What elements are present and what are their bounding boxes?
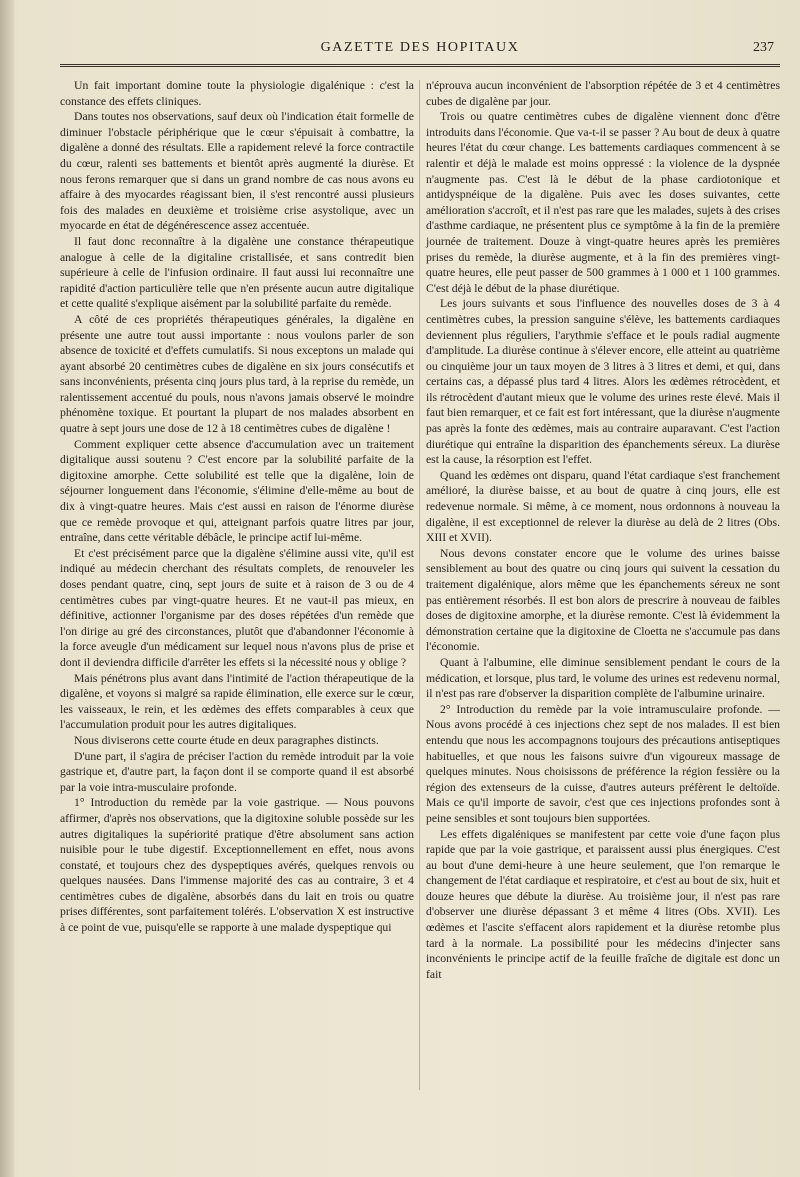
paragraph: Il faut donc reconnaître à la digalène une constance thérapeutique analogue à celle de la digitaline cristallisée, et sans contredit bien supérieure à celle de l'infusion ordinaire. Il faut aussi lui reconnaître une rapidité d'action particulière telle que n'en présente aucun autre digitalique et cette qualité s'explique aisément par la solubilité parfaite du remède. xyxy=(60,234,414,311)
left-column xyxy=(60,78,414,936)
paragraph: Nous devons constater encore que le volume des urines baisse sensiblement au bout des quatre ou cinq jours qui suivent la cessation du traitement digalénique, alors même que les épanchements séreux ne sont pas entièrement résorbés. Il est bon alors de prescrire à nouveau de faibles doses de digitoxine amorphe, et la diurèse remonte. C'est là évidemment la démonstration certaine que la digitoxine de Cloetta ne s'accumule pas dans l'économie. xyxy=(426,546,780,654)
page-binding-shadow xyxy=(0,0,14,1177)
paragraph: Mais pénétrons plus avant dans l'intimité de l'action thérapeutique de la digalène, et voyons si malgré sa rapide élimination, elle exerce sur le cœur, les vaisseaux, le rein, et les œdèmes des effets comparables à ceux que l'accumulation produit pour les autres digitaliques. xyxy=(60,671,414,732)
paragraph: Un fait important domine toute la physiologie digalénique : c'est la constance des effets cliniques. xyxy=(60,79,414,108)
page-header xyxy=(60,40,780,62)
paragraph: A côté de ces propriétés thérapeutiques générales, la digalène en présente une autre tout aussi importante : nous voulons parler de son absence de toxicité et d'effets cumulatifs. Si nous exceptons un malade qui ayant absorbé 20 centimètres cubes de digalène en six jours consécutifs et sans inconvénients, présenta cinq jours plus tard, à la reprise du remède, un ralentissement accentué du pouls, nous n'avons jamais observé le moindre phénomène toxique. Et pourtant la plupart de nos malades absorbent en quatre à sept jours une dose de 12 à 18 centimètres cubes de digalène ! xyxy=(60,312,414,436)
header-rule xyxy=(60,64,780,67)
paragraph: Les effets digaléniques se manifestent par cette voie d'une façon plus rapide que par la voie gastrique, et paraissent aussi plus énergiques. C'est au bout d'une demi-heure à une heure seulement, que l'on remarque le changement de l'état cardiaque et respiratoire, et c'est au bout de six, huit et douze heures que débute la diurèse. Au troisième jour, il n'est pas rare d'observer une diurèse dépassant 3 et même 4 litres (Obs. XVII). Les œdèmes et l'ascite s'effacent alors rapidement et la diurèse retombe plus tard à la normale. La possibilité pour les médecins d'injecter sans inconvénients le principe actif de la feuille fraîche de digitale est donc un fait xyxy=(426,827,780,981)
column-divider xyxy=(419,80,420,1090)
paragraph: 1° Introduction du remède par la voie gastrique. — Nous pouvons affirmer, d'après nos observations, que la digitoxine soluble possède sur les autres digitaliques la supériorité pratique d'être absolument sans action nuisible pour le tube digestif. Exceptionnellement en effet, nous avons constaté, et toujours chez des dyspeptiques avérés, quelques renvois ou quelques nausées. Dans l'immense majorité des cas au contraire, 3 et 4 centimètres cubes de digalène, absorbés dans du lait en trois ou quatre prises différentes, sont parfaitement tolérés. L'observation X est instructive à ce point de vue, puisqu'elle se rapporte à une malade dyspeptique qui xyxy=(60,796,414,935)
paragraph: n'éprouva aucun inconvénient de l'absorption répétée de 3 et 4 centimètres cubes de digalène par jour. xyxy=(426,79,780,108)
paragraph: Et c'est précisément parce que la digalène s'élimine aussi vite, qu'il est indiqué au médecin cherchant des résultats complets, de renouveler les doses pendant quatre, cinq, sept jours de suite et à raison de 3 ou de 4 centimètres cubes par vingt-quatre heures. Et ne vaut-il pas mieux, en définitive, actionner l'organisme par des doses répétées d'un remède que l'on dirige au gré des circonstances, plutôt que d'abandonner l'économie à la force aveugle d'un médicament sur lequel nous n'avons plus de prise et dont il deviendra difficile d'arrêter les effets si la nécessité nous y oblige ? xyxy=(60,546,414,669)
paragraph: 2° Introduction du remède par la voie intramusculaire profonde. — Nous avons procédé à ces injections chez sept de nos malades. Il est bien entendu que nous les accompagnons toujours des précautions antiseptiques habituelles, et que nous les faisons suivre d'un vigoureux massage de quelques minutes. Nous choisissons de préférence la région fessière ou la région des extenseurs de la cuisse, d'autres auteurs préfèrent le deltoïde. Mais ce qu'il importe de savoir, c'est que ces injections profondes sont à peine sensibles et sont toujours bien supportées. xyxy=(426,702,780,825)
paragraph: Comment expliquer cette absence d'accumulation avec un traitement digitalique aussi soutenu ? C'est encore par la solubilité parfaite de la digitoxine amorphe. Cette solubilité est telle que la digalène, loin de séjourner longuement dans l'économie, s'élimine d'elle-même au bout de dix à vingt-quatre heures. Mais c'est aussi en raison de l'énorme diurèse que ce remède provoque et qui, atteignant parfois quatre litres par jour, entraîne, dans cette véritable débâcle, le principe actif lui-même. xyxy=(60,437,414,545)
paragraph: Les jours suivants et sous l'influence des nouvelles doses de 3 à 4 centimètres cubes, la pression sanguine s'élève, les battements cardiaques deviennent plus réguliers, l'arythmie s'efface et le pouls radial augmente d'amplitude. La diurèse continue à s'élever encore, elle atteint au quatrième ou cinquième jour un taux moyen de 3 litres à 3 litres et demi, et qui, dans certains cas, a dépassé plus tard 4 litres. Alors les œdèmes rétrocèdent, et ils rétrocèdent d'autant mieux que le volume des urines reste élevé. Mais il faut bien remarquer, et ce fait est fort intéressant, que la diurèse n'augmente pas après la fonte des œdèmes, mais au contraire auparavant. C'est l'action diurétique qui entraîne la disparition des épanchements séreux. La diurèse est la cause, la résorption est l'effet. xyxy=(426,297,780,467)
page-number: 237 xyxy=(753,40,774,55)
paragraph: Dans toutes nos observations, sauf deux où l'indication était formelle de diminuer l'obstacle périphérique que le cœur s'épuisait à combattre, la digalène a donné des résultats. Elle a rapidement relevé la force contractile du cœur, ralenti ses battements et bientôt après augmenté la diurèse. Et nous ferons remarquer que si dans un grand nombre de cas nous avons eu affaire à des myocardes réagissant bien, il s'est rencontré aussi plusieurs fois des malades en deuxième et troisième crise asystolique, avec un myocarde en état de dégénérescence assez accentuée. xyxy=(60,110,414,233)
right-column xyxy=(426,78,780,982)
paragraph: Nous diviserons cette courte étude en deux paragraphes distincts. xyxy=(74,733,379,747)
paragraph: Quant à l'albumine, elle diminue sensiblement pendant le cours de la médication, et lorsque, plus tard, le volume des urines est redevenu normal, il n'est pas rare d'observer la disparition complète de l'albumine urinaire. xyxy=(426,655,780,701)
paragraph: Trois ou quatre centimètres cubes de digalène viennent donc d'être introduits dans l'économie. Que va-t-il se passer ? Au bout de deux à quatre heures l'état du cœur change. Les battements cardiaques commencent à se ralentir et déjà le malade est moins oppressé : la violence de la dyspnée n'augmente pas. C'est là le début de la phase cardiotonique et antidyspnéique de la digalène. Puis avec les doses suivantes, cette amélioration s'accroît, et il n'est pas rare que les malades, sujets à des crises d'asthme cardiaque, ne présentent plus ce symptôme à la fin de la première journée de traitement. Douze à vingt-quatre heures après les premières prises du remède, la diurèse augmente, et à la fin des premières vingt-quatre heures, elle peut passer de 500 grammes à 1 000 et 1 100 grammes. C'est déjà le début de la phase diurétique. xyxy=(426,110,780,295)
paragraph: Quand les œdèmes ont disparu, quand l'état cardiaque s'est franchement amélioré, la diurèse baisse, et au bout de quatre à cinq jours, elle est redevenue normale. Si même, à ce moment, nous ordonnons à nouveau la digalène, il est exceptionnel de relever la diurèse au delà de 2 litres (Obs. XIII et XVII). xyxy=(426,468,780,545)
paragraph: D'une part, il s'agira de préciser l'action du remède introduit par la voie gastrique et, d'autre part, la façon dont il se comporte quand il est absorbé par la voie intra-musculaire profonde. xyxy=(60,749,414,794)
running-title: GAZETTE DES HOPITAUX xyxy=(320,40,520,55)
